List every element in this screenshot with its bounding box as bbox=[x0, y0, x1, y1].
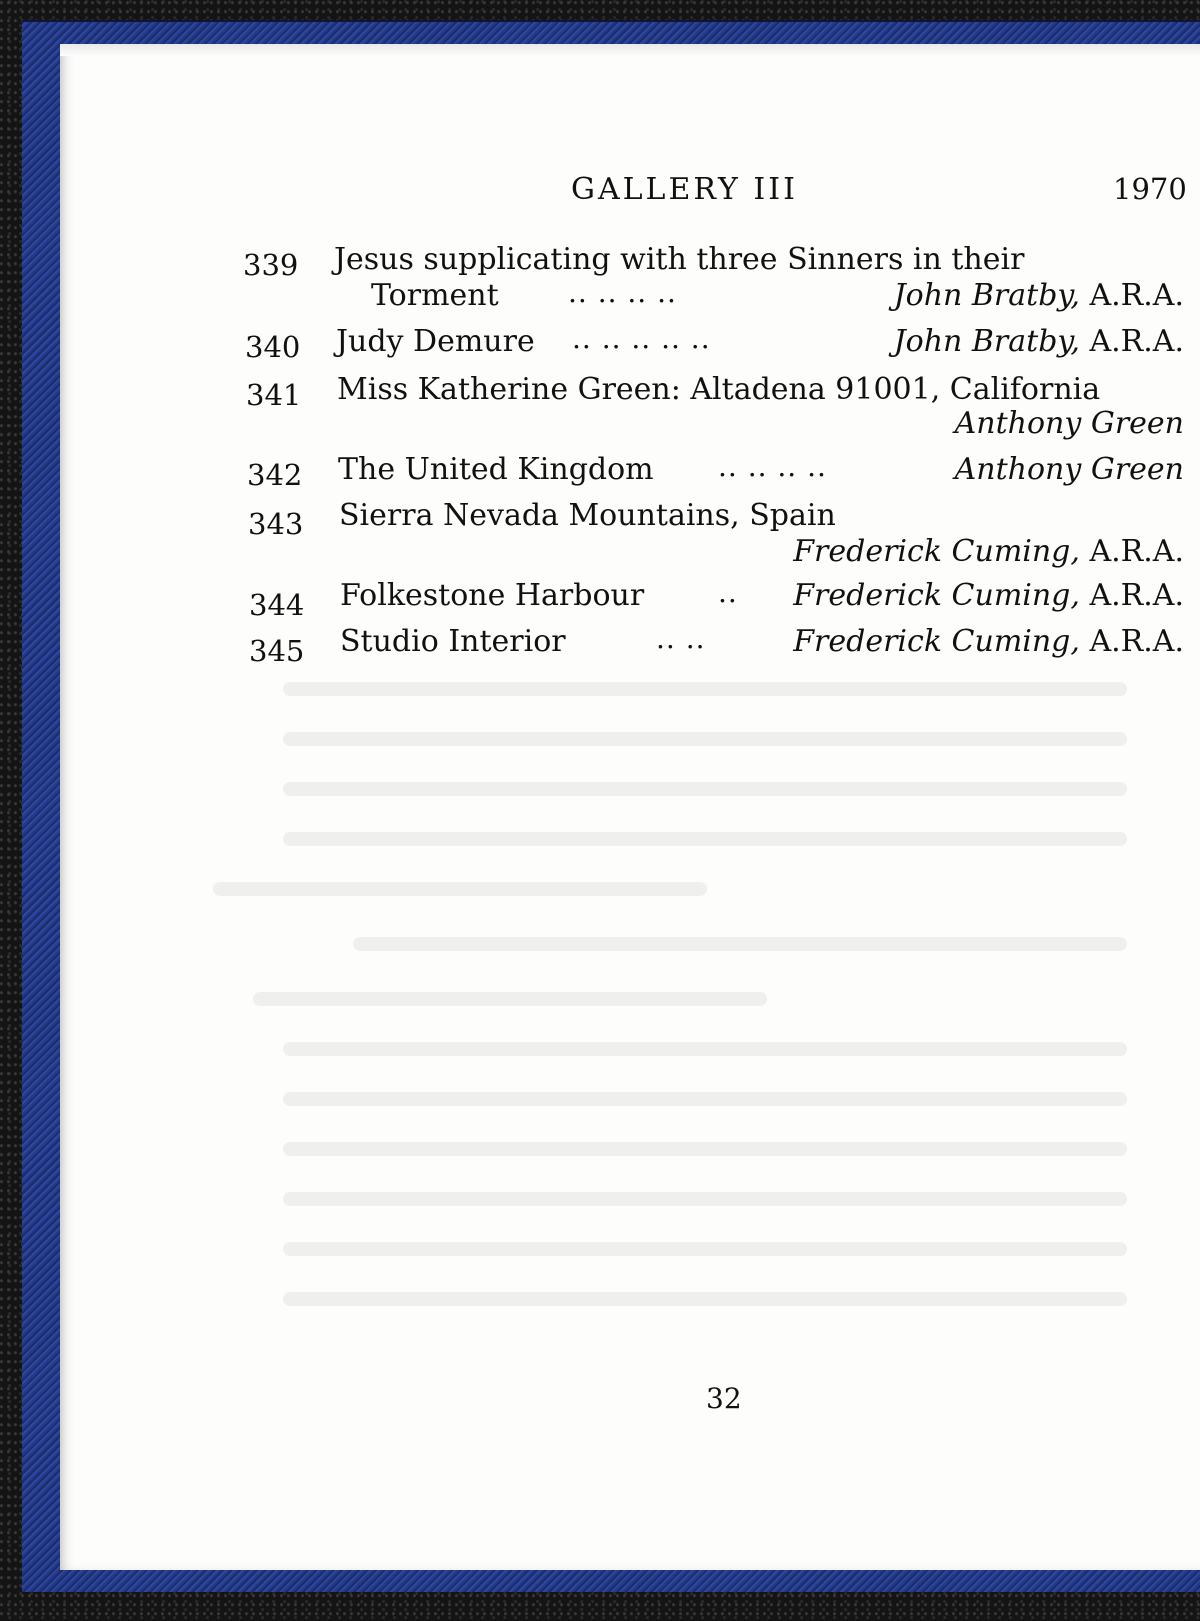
catalogue-entries bbox=[0, 0, 1200, 700]
leader-dots: .. .. .. .. .. bbox=[572, 322, 711, 355]
artist-name: Frederick Cuming, bbox=[793, 624, 1080, 659]
year-heading: 1970 bbox=[1113, 172, 1187, 206]
artist-suffix: A.R.A. bbox=[1089, 324, 1184, 359]
artist-suffix: A.R.A. bbox=[1089, 624, 1184, 659]
entry-title: Studio Interior bbox=[340, 624, 566, 659]
entry-artist bbox=[793, 624, 1184, 659]
artist-suffix: A.R.A. bbox=[1089, 534, 1184, 569]
gallery-heading: GALLERY III bbox=[571, 172, 798, 207]
artist-name: Anthony Green bbox=[954, 406, 1184, 441]
entry-number: 345 bbox=[249, 634, 305, 668]
entry-artist bbox=[894, 278, 1184, 313]
entry-artist bbox=[955, 406, 1184, 441]
entry-artist bbox=[955, 452, 1184, 487]
entry-number: 341 bbox=[246, 378, 302, 412]
leader-dots: .. .. .. .. bbox=[718, 450, 827, 483]
entry-number: 339 bbox=[243, 248, 299, 282]
entry-title: Folkestone Harbour bbox=[340, 578, 645, 613]
entry-title: Miss Katherine Green: Altadena 91001, California bbox=[337, 372, 1101, 407]
artist-name: John Bratby, bbox=[893, 324, 1080, 359]
entry-title-continued: Torment bbox=[371, 278, 499, 313]
entry-number: 343 bbox=[248, 507, 304, 541]
entry-title: Jesus supplicating with three Sinners in their bbox=[334, 242, 1025, 277]
entry-number: 340 bbox=[245, 330, 301, 364]
leader-dots: .. bbox=[718, 576, 738, 609]
entry-number: 344 bbox=[249, 588, 305, 622]
entry-artist bbox=[894, 324, 1184, 359]
entry-artist bbox=[793, 534, 1184, 569]
entry-title: Sierra Nevada Mountains, Spain bbox=[339, 498, 836, 533]
artist-name: Frederick Cuming, bbox=[793, 534, 1080, 569]
entry-title: Judy Demure bbox=[336, 324, 535, 359]
leader-dots: .. .. bbox=[656, 622, 706, 655]
artist-name: Anthony Green bbox=[954, 452, 1184, 487]
entry-title: The United Kingdom bbox=[338, 452, 654, 487]
leader-dots: .. .. .. .. bbox=[568, 276, 677, 309]
entry-number: 342 bbox=[247, 458, 303, 492]
artist-name: John Bratby, bbox=[893, 278, 1080, 313]
artist-suffix: A.R.A. bbox=[1089, 578, 1184, 613]
artist-suffix: A.R.A. bbox=[1089, 278, 1184, 313]
page-number: 32 bbox=[706, 1382, 742, 1415]
artist-name: Frederick Cuming, bbox=[793, 578, 1080, 613]
entry-artist bbox=[793, 578, 1184, 613]
